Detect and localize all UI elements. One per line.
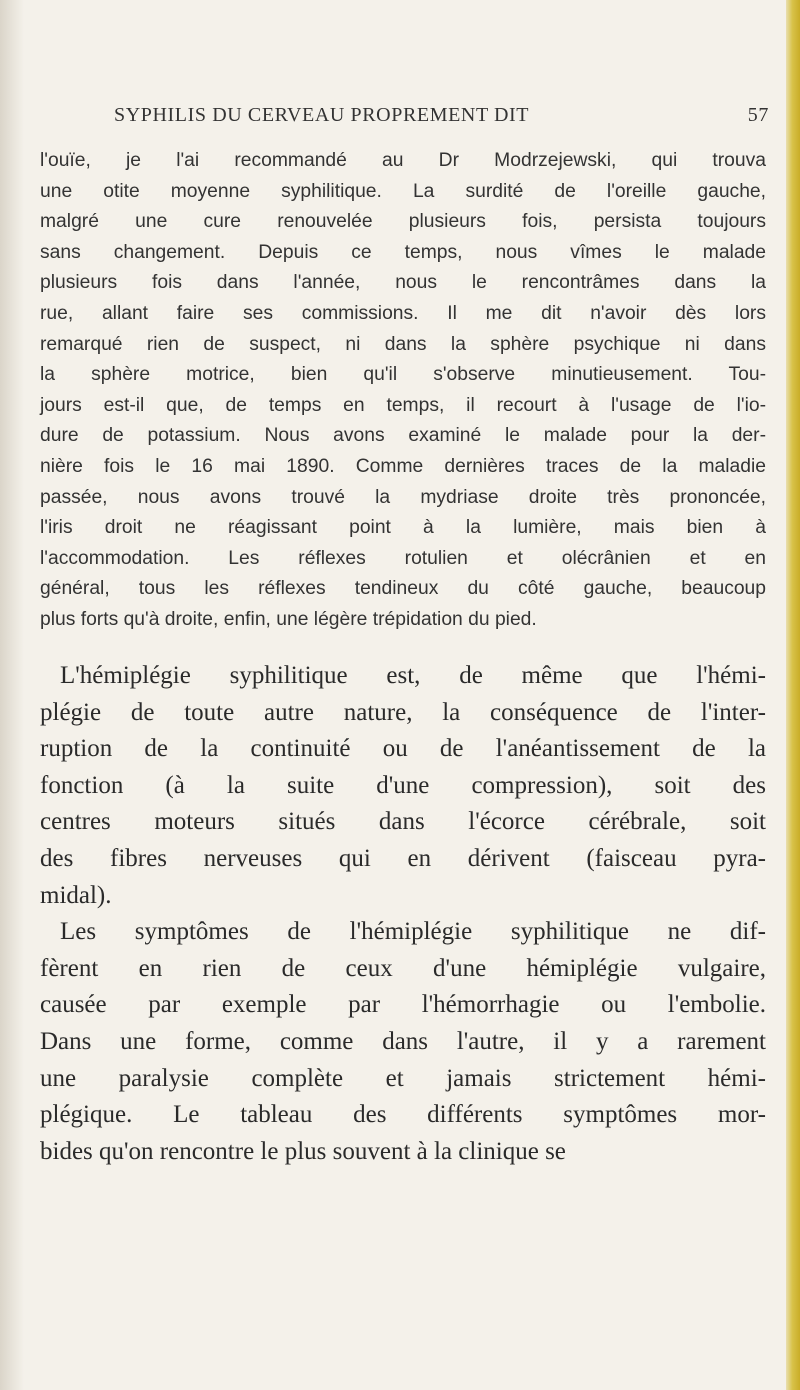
text-line: nière fois le 16 mai 1890. Comme dernières traces de la maladie [40, 455, 766, 477]
text-line: causée par exemple par l'hémorrhagie ou l'embolie. [40, 991, 766, 1019]
running-head [114, 104, 769, 130]
paragraph-hemiplegia-symptoms [40, 914, 766, 1170]
paragraph-hemiplegia-definition [40, 658, 766, 914]
text-line: plusieurs fois dans l'année, nous le rencontrâmes dans la [40, 272, 766, 294]
text-line: l'accommodation. Les réflexes rotulien et olécrânien et en [40, 547, 766, 569]
text-line: général, tous les réflexes tendineux du côté gauche, beaucoup [40, 578, 766, 600]
text-line: ruption de la continuité ou de l'anéantissement de la [40, 735, 766, 763]
text-line: midal). [40, 881, 112, 909]
text-line: la sphère motrice, bien qu'il s'observe minutieusement. Tou- [40, 364, 766, 386]
text-line: une paralysie complète et jamais strictement hémi- [40, 1064, 766, 1092]
text-line: fonction (à la suite d'une compression), soit des [40, 771, 766, 799]
text-line: l'iris droit ne réagissant point à la lumière, mais bien à [40, 517, 766, 539]
text-line: malgré une cure renouvelée plusieurs fois, persista toujours [40, 211, 766, 233]
text-line: Dans une forme, comme dans l'autre, il y a rarement [40, 1027, 766, 1055]
text-line: L'hémiplégie syphilitique est, de même que l'hémi- [60, 662, 766, 689]
text-line: plus forts qu'à droite, enfin, une légère trépidation du pied. [40, 608, 537, 630]
text-line: rue, allant faire ses commissions. Il me dit n'avoir dès lors [40, 302, 766, 324]
case-report-paragraph [40, 146, 766, 636]
page-edge-binding [786, 0, 800, 1390]
text-line: jours est-il que, de temps en temps, il recourt à l'usage de l'io- [40, 394, 766, 416]
text-line: plégique. Le tableau des différents symptômes mor- [40, 1101, 766, 1129]
text-line: des fibres nerveuses qui en dérivent (faisceau pyra- [40, 844, 766, 872]
text-line: bides qu'on rencontre le plus souvent à la clinique se [40, 1137, 566, 1165]
text-line: l'ouïe, je l'ai recommandé au Dr Modrzejewski, qui trouva [40, 150, 766, 171]
page-gutter-shadow [0, 0, 24, 1390]
main-text [40, 658, 766, 1170]
text-line: remarqué rien de suspect, ni dans la sphère psychique ni dans [40, 333, 766, 355]
text-line: sans changement. Depuis ce temps, nous vîmes le malade [40, 241, 766, 263]
text-line: une otite moyenne syphilitique. La surdité de l'oreille gauche, [40, 180, 766, 202]
text-line: passée, nous avons trouvé la mydriase droite très prononcée, [40, 486, 766, 508]
text-line: centres moteurs situés dans l'écorce cérébrale, soit [40, 808, 766, 836]
page-number: 57 [747, 104, 769, 126]
text-line: dure de potassium. Nous avons examiné le malade pour la der- [40, 425, 766, 447]
text-line: fèrent en rien de ceux d'une hémiplégie vulgaire, [40, 954, 766, 982]
text-line: plégie de toute autre nature, la conséquence de l'inter- [40, 698, 766, 726]
text-line: Les symptômes de l'hémiplégie syphilitique ne dif- [60, 918, 766, 946]
running-head-title: SYPHILIS DU CERVEAU PROPREMENT DIT [114, 104, 530, 126]
